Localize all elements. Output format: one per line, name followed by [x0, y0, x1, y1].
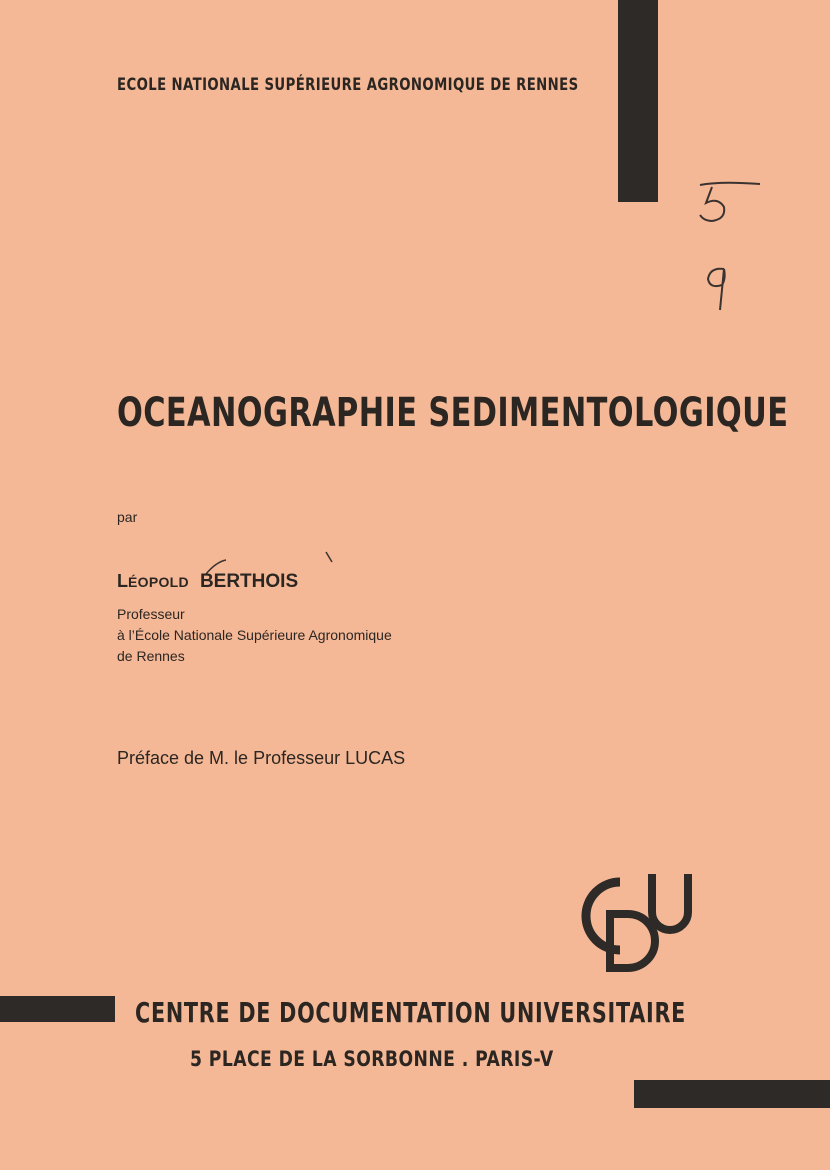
author-affiliation	[117, 604, 392, 667]
affiliation-line: de Rennes	[117, 648, 185, 664]
decorative-bar-top	[618, 0, 658, 202]
preface-credit: Préface de M. le Professeur LUCAS	[117, 748, 406, 768]
decorative-bar-left	[0, 996, 115, 1022]
cdu-logo	[570, 868, 696, 974]
decorative-bar-right	[634, 1080, 830, 1108]
by-label: par	[117, 509, 138, 525]
author-last-name: BERTHOIS	[199, 571, 299, 592]
publisher-name: CENTRE DE DOCUMENTATION UNIVERSITAIRE	[135, 996, 687, 1029]
handwritten-annotation	[690, 175, 780, 325]
publisher-address: 5 PLACE DE LA SORBONNE . PARIS-V	[190, 1047, 554, 1071]
affiliation-line: Professeur	[117, 606, 185, 622]
author-name	[117, 569, 298, 594]
school-name: ECOLE NATIONALE SUPÉRIEURE AGRONOMIQUE DE RENNES	[117, 75, 579, 95]
author-first-initial: L	[117, 571, 128, 591]
book-title: OCEANOGRAPHIE SEDIMENTOLOGIQUE	[117, 390, 789, 436]
affiliation-line: à l’École Nationale Supérieure Agronomique	[117, 627, 392, 643]
author-first-rest: ÉOPOLD	[128, 574, 189, 590]
